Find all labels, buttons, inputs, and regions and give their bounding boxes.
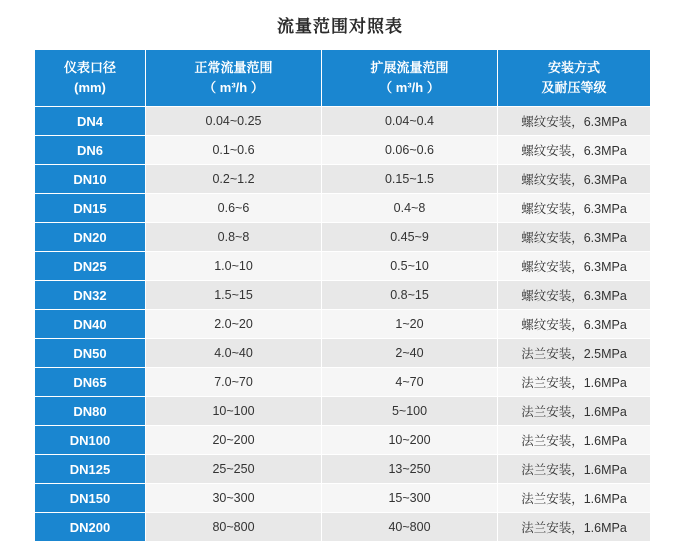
column-header-normal-range-line1: 正常流量范围 [194,59,273,75]
cell-extended-range: 40~800 [322,513,498,542]
cell-extended-range: 1~20 [322,310,498,339]
table-row [35,136,651,165]
cell-normal-range: 0.6~6 [146,194,322,223]
table-header-row [35,50,651,107]
cell-installation: 螺纹安装，6.3MPa [498,165,651,194]
cell-normal-range: 30~300 [146,484,322,513]
cell-normal-range: 25~250 [146,455,322,484]
table-container [0,49,680,542]
cell-extended-range: 0.45~9 [322,223,498,252]
cell-installation: 法兰安装，1.6MPa [498,426,651,455]
cell-diameter: DN40 [35,310,146,339]
column-header-extended-range [322,50,498,107]
cell-extended-range: 10~200 [322,426,498,455]
table-header [35,50,651,107]
cell-installation: 螺纹安装，6.3MPa [498,107,651,136]
cell-installation: 法兰安装，1.6MPa [498,455,651,484]
cell-installation: 螺纹安装，6.3MPa [498,194,651,223]
cell-diameter: DN15 [35,194,146,223]
column-header-diameter-line2: (mm) [74,80,106,95]
cell-installation: 法兰安装，2.5MPa [498,339,651,368]
cell-normal-range: 20~200 [146,426,322,455]
cell-diameter: DN10 [35,165,146,194]
cell-diameter: DN100 [35,426,146,455]
table-row [35,368,651,397]
table-row [35,397,651,426]
cell-diameter: DN6 [35,136,146,165]
table-row [35,310,651,339]
column-header-extended-range-line2: （ m³/h ） [379,80,440,95]
table-row [35,281,651,310]
cell-diameter: DN4 [35,107,146,136]
column-header-installation [498,50,651,107]
table-row [35,107,651,136]
table-body [35,107,651,542]
cell-extended-range: 15~300 [322,484,498,513]
cell-normal-range: 1.5~15 [146,281,322,310]
cell-diameter: DN125 [35,455,146,484]
cell-extended-range: 0.5~10 [322,252,498,281]
column-header-extended-range-line1: 扩展流量范围 [370,59,449,75]
cell-diameter: DN20 [35,223,146,252]
cell-diameter: DN150 [35,484,146,513]
cell-normal-range: 4.0~40 [146,339,322,368]
cell-normal-range: 10~100 [146,397,322,426]
cell-normal-range: 1.0~10 [146,252,322,281]
table-row [35,455,651,484]
table-row [35,223,651,252]
column-header-diameter-line1: 仪表口径 [63,59,116,75]
cell-diameter: DN32 [35,281,146,310]
column-header-normal-range-line2: （ m³/h ） [203,80,264,95]
cell-extended-range: 0.06~0.6 [322,136,498,165]
cell-diameter: DN25 [35,252,146,281]
table-row [35,513,651,542]
column-header-installation-line1: 安装方式 [547,59,600,75]
cell-installation: 螺纹安装，6.3MPa [498,136,651,165]
cell-installation: 法兰安装，1.6MPa [498,397,651,426]
cell-installation: 法兰安装，1.6MPa [498,368,651,397]
column-header-installation-line2: 及耐压等级 [541,80,607,95]
page-title: 流量范围对照表 [277,17,403,36]
cell-diameter: DN80 [35,397,146,426]
cell-installation: 螺纹安装，6.3MPa [498,252,651,281]
cell-normal-range: 0.2~1.2 [146,165,322,194]
cell-installation: 法兰安装，1.6MPa [498,513,651,542]
cell-normal-range: 0.04~0.25 [146,107,322,136]
cell-normal-range: 80~800 [146,513,322,542]
cell-extended-range: 0.15~1.5 [322,165,498,194]
cell-installation: 法兰安装，1.6MPa [498,484,651,513]
column-header-diameter [35,50,146,107]
table-row [35,339,651,368]
cell-installation: 螺纹安装，6.3MPa [498,310,651,339]
cell-installation: 螺纹安装，6.3MPa [498,281,651,310]
cell-extended-range: 0.4~8 [322,194,498,223]
flow-range-table [34,49,651,542]
table-row [35,484,651,513]
cell-normal-range: 7.0~70 [146,368,322,397]
cell-diameter: DN65 [35,368,146,397]
cell-extended-range: 0.8~15 [322,281,498,310]
cell-normal-range: 0.1~0.6 [146,136,322,165]
cell-normal-range: 2.0~20 [146,310,322,339]
cell-normal-range: 0.8~8 [146,223,322,252]
cell-extended-range: 4~70 [322,368,498,397]
cell-extended-range: 2~40 [322,339,498,368]
table-row [35,426,651,455]
table-row [35,165,651,194]
table-row [35,252,651,281]
cell-extended-range: 13~250 [322,455,498,484]
cell-diameter: DN50 [35,339,146,368]
cell-installation: 螺纹安装，6.3MPa [498,223,651,252]
cell-diameter: DN200 [35,513,146,542]
cell-extended-range: 0.04~0.4 [322,107,498,136]
column-header-normal-range [146,50,322,107]
table-row [35,194,651,223]
cell-extended-range: 5~100 [322,397,498,426]
